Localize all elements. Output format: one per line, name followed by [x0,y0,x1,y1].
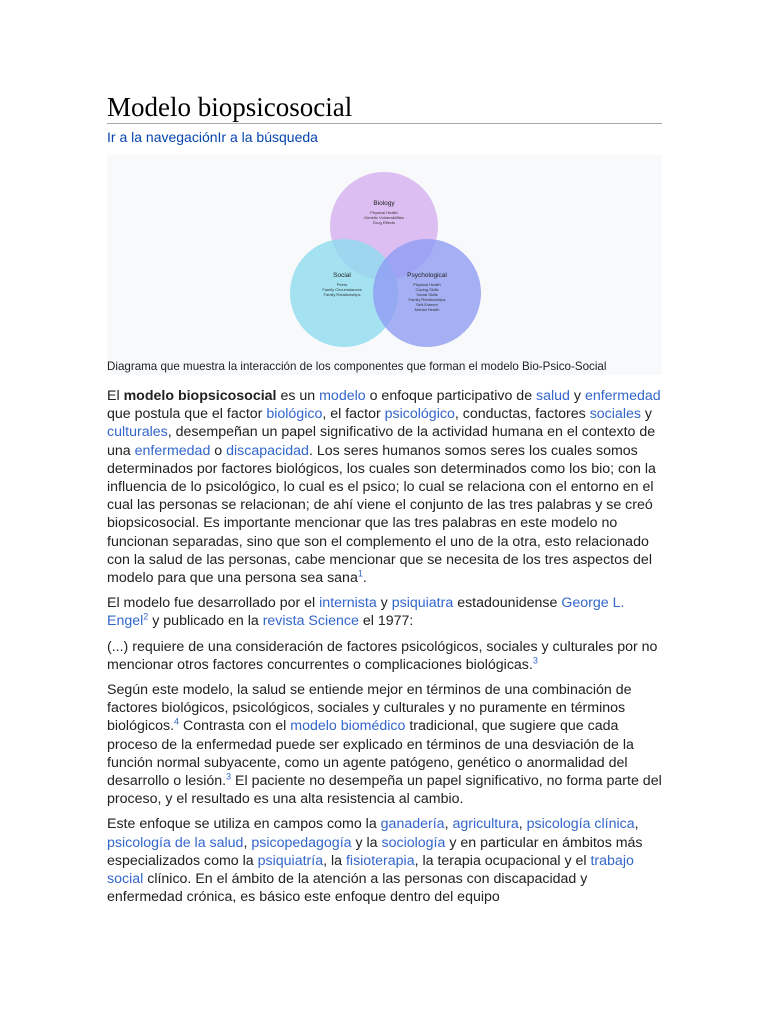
paragraph [107,681,662,808]
venn-diagram [107,155,662,355]
article [107,0,662,913]
text-run: y [376,595,392,612]
wiki-link[interactable]: agricultura [452,816,519,833]
reference-link[interactable]: 3 [226,771,232,782]
text-run: , el factor [322,406,385,423]
text-run: Según este modelo, la salud se entiende mejor en términos de una combinación de factores biológicos, psicológicos, sociales y culturales y no puramente en términos biológicos. [107,682,632,735]
jump-to-search-link[interactable]: Ir a la búsqueda [217,129,318,145]
bold-term: modelo biopsicosocial [123,388,277,404]
text-run: o enfoque participativo de [365,388,537,404]
wiki-link[interactable]: George L. Engel [107,595,625,630]
wiki-link[interactable]: culturales [107,424,168,441]
paragraph [107,387,662,587]
psychological-item: Physical Health [413,282,441,287]
psychological-title: Psychological [407,272,447,279]
jump-links [107,128,662,146]
wiki-link[interactable]: sociología [381,834,446,851]
social-item: Family Relationships [323,292,361,297]
paragraph [107,815,662,906]
text-run: , conductas, factores [454,406,590,423]
text-run: Contrasta con el [179,718,291,735]
wiki-link[interactable]: modelo [319,388,366,404]
wiki-link[interactable]: modelo biomédico [290,718,406,735]
wiki-link[interactable]: psiquiatría [257,852,324,869]
text-run: . [362,570,367,587]
reference-link[interactable]: 1 [357,568,363,579]
wiki-link[interactable]: psicología clínica [526,816,635,833]
wiki-link[interactable]: enfermedad [134,442,211,459]
reference-link[interactable]: 3 [532,655,538,666]
wiki-link[interactable]: ganadería [380,816,445,833]
text-run: que postula que el factor [107,406,267,423]
text-run: Este enfoque se utiliza en campos como la [107,816,381,833]
text-run: , desempeñan un papel significativo de la actividad humana en el contexto de una [107,424,656,459]
text-run: , la terapia ocupacional y el [414,852,591,869]
reference-link[interactable]: 2 [143,611,149,622]
text-run: , [518,816,527,833]
wiki-link[interactable]: discapacidad [226,442,309,459]
wiki-link[interactable]: revista Science [262,613,359,630]
wiki-link[interactable]: internista [319,595,377,612]
wiki-link[interactable]: psicopedagogía [251,834,352,851]
psychological-item: Social Skills [416,292,438,297]
text-run: El modelo fue desarrollado por el [107,595,320,612]
article-body [107,387,662,906]
paragraph [107,638,662,674]
biology-item: Drug Effects [373,220,395,225]
figure-biopsychosocial-diagram [107,155,662,375]
wiki-link[interactable]: psicología de la salud [107,834,244,851]
wiki-link[interactable]: enfermedad [584,388,661,404]
psychological-item: Mental Health [414,307,440,312]
text-run: clínico. En el ámbito de la atención a las personas con discapacidad y enfermedad crónica, es básico este enfoque dentro del equipo [107,871,588,906]
wiki-link[interactable]: fisioterapia [345,852,415,869]
wiki-link[interactable]: biológico [266,406,323,423]
text-run: o [210,442,227,459]
text-run: y en particular en ámbitos más especializados como la [107,834,643,869]
wiki-link[interactable]: psicológico [384,406,455,423]
wiki-link[interactable]: trabajo social [107,852,634,888]
text-run: El paciente no desempeña un papel significativo, no forma parte del proceso, y el resultado es una alta resistencia al cambio. [107,773,662,808]
text-run: y publicado en la [148,613,263,630]
social-item: Family Circumstances [322,287,362,292]
text-run: el 1977: [358,613,414,630]
text-run: tradicional, que sugiere que cada proceso de la enfermedad puede ser explicado en términos de una desviación de la función normal subyacente, como un agente patógeno, genético o anormalidad del desarrollo o lesión. [107,718,634,790]
text-run: . Los seres humanos somos seres los cuales somos determinados por factores biológicos, los cuales son determinados como los bio; con la influencia de lo psicológico, lo cual es el psico; lo cual se relaciona con el entorno en el cual las personas se relacionan; de ahí viene el conjunto de las tres palabras y se creó biopsicosocial. Es importante mencionar que las tres palabras en este modelo no funcionan separadas, sino que son el complemento el uno de la otra, esto relacionado con la salud de las personas, cabe mencionar que se necesita de los tres aspectos del modelo para que una persona sea sana [107,442,656,587]
jump-to-navigation-link[interactable]: Ir a la navegación [107,129,218,145]
text-run: y [640,406,653,423]
text-run: , la [323,852,346,869]
text-run: y [569,388,585,404]
text-run: (...) requiere de una consideración de factores psicológicos, sociales y culturales por no mencionar otros factores concurrentes o complicaciones biológicas. [107,638,658,673]
psychological-item: Self-Esteem [416,302,438,307]
paragraph [107,594,662,630]
reference-link[interactable]: 4 [174,716,180,727]
text-run: El [107,388,124,404]
text-run: , [634,816,639,833]
page-title: Modelo biopsicosocial [107,0,662,124]
wiki-link[interactable]: salud [536,388,570,404]
text-run: y la [351,834,382,851]
psychological-item: Family Relationships [408,297,446,302]
text-run: , [444,816,453,833]
text-run: estadounidense [453,595,562,612]
psychological-item: Coping Skills [415,287,439,292]
wiki-link[interactable]: sociales [589,406,641,423]
text-run: es un [276,388,320,404]
social-item: Peers [336,282,348,287]
wiki-link[interactable]: psiquiatra [391,595,454,612]
social-title: Social [333,272,351,279]
biology-title: Biology [373,200,395,207]
biology-item: Physical Health [370,210,398,215]
text-run: , [243,834,252,851]
biology-item: Genetic Vulnerabilities [364,215,404,220]
figure-caption: Diagrama que muestra la interacción de los componentes que forman el modelo Bio-Psico-Social [107,360,607,373]
